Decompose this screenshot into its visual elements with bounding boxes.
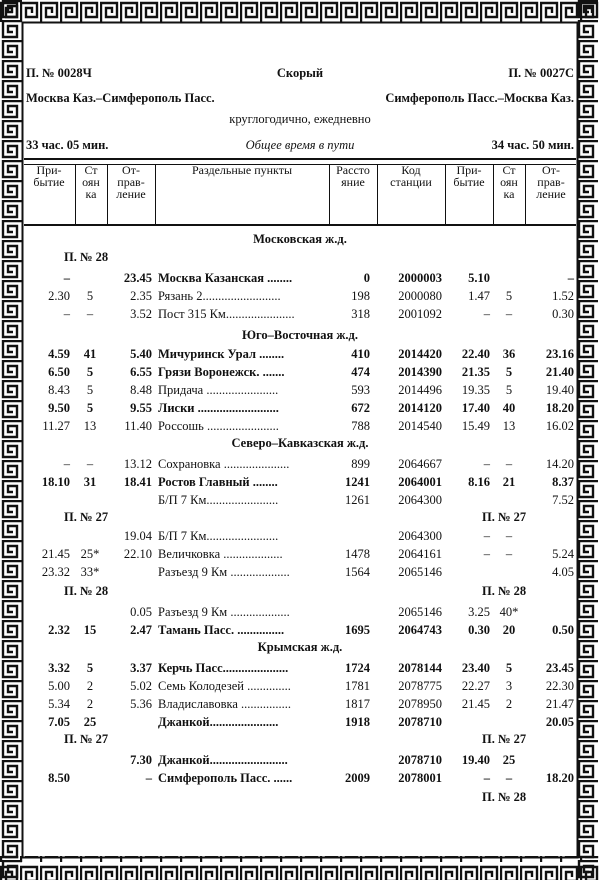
distance: 1478 bbox=[345, 547, 370, 561]
arrival-right: 19.40 bbox=[461, 753, 490, 767]
departure-right: 19.40 bbox=[545, 383, 574, 397]
stop-right: 40* bbox=[499, 605, 519, 619]
station-code: 2064161 bbox=[398, 547, 442, 561]
station-code: 2014120 bbox=[398, 401, 442, 415]
schedule-note: круглогодично, ежедневно bbox=[229, 112, 371, 126]
arrival-left: – bbox=[63, 271, 70, 285]
col-divider bbox=[75, 164, 76, 224]
distance: 899 bbox=[351, 457, 370, 471]
departure-left: 19.04 bbox=[123, 529, 152, 543]
stop-right: 5 bbox=[505, 365, 513, 379]
station-name: Мичуринск Урал ........ bbox=[158, 347, 285, 361]
stop-left: 33* bbox=[80, 565, 100, 579]
arrival-right: 22.27 bbox=[461, 679, 490, 693]
departure-left: 5.36 bbox=[130, 697, 152, 711]
col-stop-right: Ст оян ка bbox=[500, 163, 518, 201]
distance: 1918 bbox=[345, 715, 370, 729]
arrival-right: 21.45 bbox=[461, 697, 490, 711]
station-name: Придача ....................... bbox=[158, 383, 279, 397]
stop-left: 5 bbox=[86, 383, 94, 397]
arrival-left: – bbox=[63, 307, 70, 321]
stop-right: 5 bbox=[505, 383, 513, 397]
stop-left: – bbox=[86, 457, 94, 471]
timetable-row bbox=[24, 364, 576, 380]
stop-left: 2 bbox=[86, 697, 94, 711]
station-code: 2014390 bbox=[398, 365, 442, 379]
departure-left: 6.55 bbox=[130, 365, 152, 379]
stop-right: – bbox=[505, 529, 513, 543]
col-divider bbox=[525, 164, 526, 224]
departure-left: 5.40 bbox=[130, 347, 152, 361]
station-name: Пост 315 Км...................... bbox=[158, 307, 295, 321]
train-marker: П. № 28 bbox=[482, 584, 527, 598]
station-name: Семь Колодезей .............. bbox=[158, 679, 291, 693]
arrival-right: 23.40 bbox=[461, 661, 490, 675]
col-divider bbox=[445, 164, 446, 224]
arrival-left: 6.50 bbox=[48, 365, 70, 379]
arrival-left: 7.05 bbox=[48, 715, 70, 729]
arrival-left: 2.32 bbox=[48, 623, 70, 637]
station-code: 2000003 bbox=[398, 271, 442, 285]
station-name: Ростов Главный ........ bbox=[158, 475, 278, 489]
arrival-right: 1.47 bbox=[468, 289, 490, 303]
departure-right: 8.37 bbox=[552, 475, 574, 489]
station-name: Грязи Воронежск. ....... bbox=[158, 365, 285, 379]
distance: 1261 bbox=[345, 493, 370, 507]
departure-left: 8.48 bbox=[130, 383, 152, 397]
departure-left: 5.02 bbox=[130, 679, 152, 693]
departure-left: 9.55 bbox=[130, 401, 152, 415]
distance: 1781 bbox=[345, 679, 370, 693]
departure-right: 7.52 bbox=[552, 493, 574, 507]
departure-right: 18.20 bbox=[545, 771, 574, 785]
station-code: 2014496 bbox=[398, 383, 442, 397]
departure-right: 22.30 bbox=[545, 679, 574, 693]
timetable-row bbox=[24, 474, 576, 490]
station-name: Сохрановка ..................... bbox=[158, 457, 290, 471]
departure-right: 23.16 bbox=[545, 347, 574, 361]
distance: 1695 bbox=[345, 623, 370, 637]
arrival-left: 5.34 bbox=[48, 697, 70, 711]
stop-left: 2 bbox=[86, 679, 94, 693]
arrival-right: 0.30 bbox=[468, 623, 490, 637]
station-name: Разъезд 9 Км ................... bbox=[158, 565, 290, 579]
timetable-row bbox=[24, 752, 576, 768]
col-divider bbox=[155, 164, 156, 224]
departure-left: 0.05 bbox=[130, 605, 152, 619]
stop-right: 20 bbox=[502, 623, 516, 637]
arrival-left: 4.59 bbox=[48, 347, 70, 361]
stop-right: – bbox=[505, 771, 513, 785]
timetable-row bbox=[24, 770, 576, 786]
stop-left: 25 bbox=[83, 715, 97, 729]
station-code: 2065146 bbox=[398, 565, 442, 579]
stop-left: 15 bbox=[83, 623, 97, 637]
arrival-left: 21.45 bbox=[41, 547, 70, 561]
timetable-row bbox=[24, 604, 576, 620]
arrival-right: – bbox=[483, 457, 490, 471]
station-name: Джанкой......................... bbox=[158, 753, 288, 767]
station-code: 2014420 bbox=[398, 347, 442, 361]
timetable-row bbox=[24, 492, 576, 508]
stop-right: – bbox=[505, 307, 513, 321]
stop-right: 21 bbox=[502, 475, 516, 489]
timetable-row bbox=[24, 418, 576, 434]
departure-right: 21.47 bbox=[545, 697, 574, 711]
arrival-left: 8.50 bbox=[48, 771, 70, 785]
train-left-number: П. № 0028Ч bbox=[26, 66, 92, 80]
distance: 0 bbox=[363, 271, 370, 285]
station-name: Владиславовка ................ bbox=[158, 697, 292, 711]
arrival-left: 9.50 bbox=[48, 401, 70, 415]
arrival-right: – bbox=[483, 771, 490, 785]
station-name: Россошь ....................... bbox=[158, 419, 279, 433]
station-code: 2078144 bbox=[398, 661, 442, 675]
stop-right: – bbox=[505, 457, 513, 471]
route-left: Москва Каз.–Симферополь Пасс. bbox=[26, 91, 215, 105]
station-code: 2014540 bbox=[398, 419, 442, 433]
arrival-right: 5.10 bbox=[468, 271, 490, 285]
timetable-row bbox=[24, 696, 576, 712]
station-code: 2064300 bbox=[398, 493, 442, 507]
arrival-right: – bbox=[483, 529, 490, 543]
station-code: 2064667 bbox=[398, 457, 442, 471]
col-station-code: Код станции bbox=[390, 163, 432, 189]
timetable-row bbox=[24, 346, 576, 362]
arrival-right: – bbox=[483, 307, 490, 321]
timetable-row bbox=[24, 622, 576, 638]
station-code: 2078001 bbox=[398, 771, 442, 785]
col-distance: Рассто яние bbox=[336, 163, 370, 189]
departure-right: – bbox=[567, 271, 574, 285]
departure-left: 3.37 bbox=[130, 661, 152, 675]
station-code: 2064743 bbox=[398, 623, 442, 637]
arrival-right: 15.49 bbox=[461, 419, 490, 433]
station-code: 2001092 bbox=[398, 307, 442, 321]
departure-left: 3.52 bbox=[130, 307, 152, 321]
distance: 1564 bbox=[345, 565, 370, 579]
departure-right: 4.05 bbox=[552, 565, 574, 579]
travel-time-left: 33 час. 05 мин. bbox=[26, 138, 109, 152]
departure-left: 11.40 bbox=[124, 419, 152, 433]
stop-right: 3 bbox=[505, 679, 513, 693]
timetable-sheet bbox=[24, 24, 576, 856]
departure-right: 5.24 bbox=[552, 547, 574, 561]
stop-right: 5 bbox=[505, 289, 513, 303]
stop-left: 13 bbox=[83, 419, 97, 433]
timetable-row bbox=[24, 546, 576, 562]
station-name: Рязань 2......................... bbox=[158, 289, 281, 303]
arrival-right: 8.16 bbox=[468, 475, 490, 489]
stop-left: 5 bbox=[86, 289, 94, 303]
train-marker: П. № 28 bbox=[482, 790, 527, 804]
col-divider bbox=[377, 164, 378, 224]
distance: 318 bbox=[351, 307, 370, 321]
timetable-row bbox=[24, 270, 576, 286]
arrival-left: 11.27 bbox=[42, 419, 70, 433]
train-marker: П. № 28 bbox=[64, 250, 109, 264]
col-departure-left: От- прав- ление bbox=[116, 163, 146, 201]
distance: 672 bbox=[351, 401, 370, 415]
col-stop-left: Ст оян ка bbox=[82, 163, 100, 201]
departure-right: 0.30 bbox=[552, 307, 574, 321]
arrival-right: 17.40 bbox=[461, 401, 490, 415]
station-name: Лиски .......................... bbox=[158, 401, 279, 415]
stop-right: 13 bbox=[502, 419, 516, 433]
arrival-left: 3.32 bbox=[48, 661, 70, 675]
train-category: Скорый bbox=[276, 66, 324, 80]
station-code: 2078710 bbox=[398, 753, 442, 767]
distance: 788 bbox=[351, 419, 370, 433]
station-code: 2078710 bbox=[398, 715, 442, 729]
arrival-right: 21.35 bbox=[461, 365, 490, 379]
station-name: Керчь Пасс..................... bbox=[158, 661, 289, 675]
departure-right: 18.20 bbox=[545, 401, 574, 415]
arrival-left: – bbox=[63, 457, 70, 471]
station-name: Б/П 7 Км....................... bbox=[158, 493, 279, 507]
distance: 2009 bbox=[345, 771, 370, 785]
train-marker: П. № 27 bbox=[482, 732, 527, 746]
stop-left: – bbox=[86, 307, 94, 321]
station-name: Москва Казанская ........ bbox=[158, 271, 293, 285]
section-north-caucasus-railway: Северо–Кавказская ж.д. bbox=[231, 436, 369, 450]
col-arrival-right: При- бытие bbox=[453, 163, 485, 189]
train-marker: П. № 27 bbox=[482, 510, 527, 524]
header-rule-top bbox=[24, 158, 576, 160]
station-name: Б/П 7 Км....................... bbox=[158, 529, 279, 543]
departure-right: 1.52 bbox=[552, 289, 574, 303]
station-code: 2064300 bbox=[398, 529, 442, 543]
departure-left: 2.47 bbox=[130, 623, 152, 637]
stop-right: 36 bbox=[502, 347, 516, 361]
departure-right: 0.50 bbox=[552, 623, 574, 637]
timetable-row bbox=[24, 382, 576, 398]
col-arrival-left: При- бытие bbox=[33, 163, 65, 189]
stop-left: 5 bbox=[86, 365, 94, 379]
section-south-eastern-railway: Юго–Восточная ж.д. bbox=[241, 328, 358, 342]
train-marker: П. № 27 bbox=[64, 510, 109, 524]
arrival-right: – bbox=[483, 547, 490, 561]
station-code: 2078775 bbox=[398, 679, 442, 693]
departure-left: 23.45 bbox=[123, 271, 152, 285]
distance: 1724 bbox=[345, 661, 370, 675]
stop-left: 41 bbox=[83, 347, 97, 361]
timetable-row bbox=[24, 288, 576, 304]
station-name: Тамань Пасс. ............... bbox=[158, 623, 285, 637]
departure-left: 18.41 bbox=[123, 475, 152, 489]
train-marker: П. № 28 bbox=[64, 584, 109, 598]
stop-right: – bbox=[505, 547, 513, 561]
distance: 198 bbox=[351, 289, 370, 303]
departure-left: 2.35 bbox=[130, 289, 152, 303]
timetable-row bbox=[24, 678, 576, 694]
departure-right: 20.05 bbox=[545, 715, 574, 729]
distance: 474 bbox=[351, 365, 370, 379]
col-divider bbox=[329, 164, 330, 224]
stop-left: 25* bbox=[80, 547, 100, 561]
train-right-number: П. № 0027С bbox=[508, 66, 574, 80]
departure-left: 7.30 bbox=[130, 753, 152, 767]
station-code: 2064001 bbox=[398, 475, 442, 489]
departure-left: 13.12 bbox=[123, 457, 152, 471]
distance: 593 bbox=[351, 383, 370, 397]
station-name: Джанкой...................... bbox=[158, 715, 279, 729]
station-code: 2065146 bbox=[398, 605, 442, 619]
arrival-right: 19.35 bbox=[461, 383, 490, 397]
route-right: Симферополь Пасс.–Москва Каз. bbox=[385, 91, 574, 105]
station-name: Разъезд 9 Км ................... bbox=[158, 605, 290, 619]
station-name: Симферополь Пасс. ...... bbox=[158, 771, 293, 785]
header-rule-bottom bbox=[24, 224, 576, 226]
section-crimean-railway: Крымская ж.д. bbox=[257, 640, 343, 654]
train-marker: П. № 27 bbox=[64, 732, 109, 746]
timetable-row bbox=[24, 528, 576, 544]
station-code: 2078950 bbox=[398, 697, 442, 711]
departure-left: 22.10 bbox=[123, 547, 152, 561]
timetable-row bbox=[24, 660, 576, 676]
arrival-right: 3.25 bbox=[468, 605, 490, 619]
stop-left: 5 bbox=[86, 401, 94, 415]
distance: 410 bbox=[351, 347, 370, 361]
header-rule-mid bbox=[24, 164, 576, 165]
arrival-left: 2.30 bbox=[48, 289, 70, 303]
stop-left: 5 bbox=[86, 661, 94, 675]
section-moscow-railway: Московская ж.д. bbox=[253, 232, 347, 246]
arrival-left: 5.00 bbox=[48, 679, 70, 693]
timetable-row bbox=[24, 456, 576, 472]
col-departure-right: От- прав- ление bbox=[536, 163, 566, 201]
travel-time-label: Общее время в пути bbox=[245, 138, 355, 152]
station-name: Величковка ................... bbox=[158, 547, 283, 561]
stop-right: 2 bbox=[505, 697, 513, 711]
distance: 1817 bbox=[345, 697, 370, 711]
col-stations: Раздельные пункты bbox=[191, 163, 293, 177]
timetable-row bbox=[24, 564, 576, 580]
stop-right: 40 bbox=[502, 401, 516, 415]
departure-right: 14.20 bbox=[545, 457, 574, 471]
travel-time-right: 34 час. 50 мин. bbox=[491, 138, 574, 152]
arrival-right: 22.40 bbox=[461, 347, 490, 361]
station-code: 2000080 bbox=[398, 289, 442, 303]
stop-right: 5 bbox=[505, 661, 513, 675]
distance: 1241 bbox=[345, 475, 370, 489]
stop-left: 31 bbox=[83, 475, 97, 489]
arrival-left: 8.43 bbox=[48, 383, 70, 397]
arrival-left: 18.10 bbox=[41, 475, 70, 489]
departure-right: 21.40 bbox=[545, 365, 574, 379]
col-divider bbox=[107, 164, 108, 224]
timetable-row bbox=[24, 306, 576, 322]
arrival-left: 23.32 bbox=[41, 565, 70, 579]
col-divider bbox=[493, 164, 494, 224]
departure-right: 16.02 bbox=[545, 419, 574, 433]
timetable-row bbox=[24, 714, 576, 730]
departure-right: 23.45 bbox=[545, 661, 574, 675]
timetable-row bbox=[24, 400, 576, 416]
stop-right: 25 bbox=[502, 753, 516, 767]
departure-left: – bbox=[145, 771, 152, 785]
